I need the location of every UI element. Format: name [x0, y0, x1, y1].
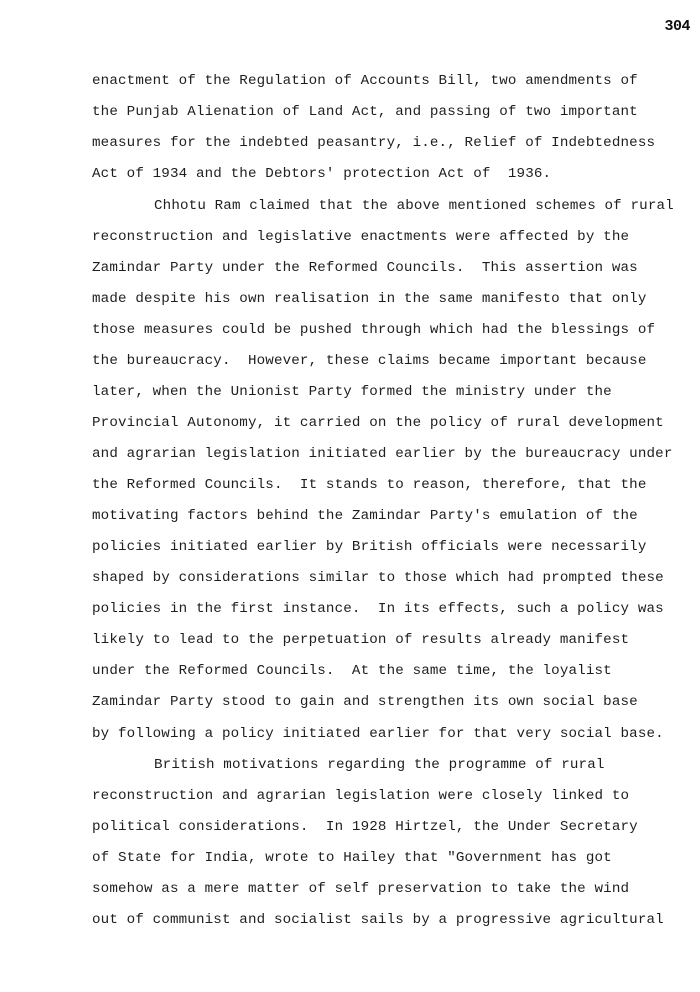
text-line: enactment of the Regulation of Accounts Bill, two amendments of [92, 73, 638, 89]
text-line: shaped by considerations similar to those which had prompted these [92, 570, 664, 586]
text-line: Act of 1934 and the Debtors' protection Act of 1936. [92, 166, 552, 182]
text-line: later, when the Unionist Party formed the ministry under the [92, 384, 612, 400]
text-line: reconstruction and legislative enactments were affected by the [92, 229, 630, 245]
text-line: motivating factors behind the Zamindar Party's emulation of the [92, 508, 638, 524]
text-line: the Reformed Councils. It stands to reason, therefore, that the [92, 477, 647, 493]
text-line: reconstruction and agrarian legislation were closely linked to [92, 788, 630, 804]
text-line: out of communist and socialist sails by a progressive agricultural [92, 912, 664, 928]
text-line: likely to lead to the perpetuation of results already manifest [92, 632, 630, 648]
text-line: policies in the first instance. In its effects, such a policy was [92, 601, 664, 617]
page-number: 304 [664, 18, 690, 35]
text-line: the Punjab Alienation of Land Act, and passing of two important [92, 104, 638, 120]
text-line: political considerations. In 1928 Hirtzel, the Under Secretary [92, 819, 638, 835]
text-line: by following a policy initiated earlier for that very social base. [92, 726, 664, 742]
text-line: Provincial Autonomy, it carried on the policy of rural development [92, 415, 664, 431]
text-line: Chhotu Ram claimed that the above mentioned schemes of rural [154, 198, 674, 214]
text-line: policies initiated earlier by British officials were necessarily [92, 539, 647, 555]
text-line: British motivations regarding the programme of rural [154, 757, 605, 773]
text-line: somehow as a mere matter of self preservation to take the wind [92, 881, 630, 897]
text-line: Zamindar Party stood to gain and strengthen its own social base [92, 694, 638, 710]
text-line: made despite his own realisation in the same manifesto that only [92, 291, 647, 307]
text-line: and agrarian legislation initiated earlier by the bureaucracy under [92, 446, 673, 462]
text-line: the bureaucracy. However, these claims became important because [92, 353, 647, 369]
text-line: measures for the indebted peasantry, i.e., Relief of Indebtedness [92, 135, 656, 151]
text-line: under the Reformed Councils. At the same time, the loyalist [92, 663, 612, 679]
text-line: Zamindar Party under the Reformed Councils. This assertion was [92, 260, 638, 276]
text-line: those measures could be pushed through which had the blessings of [92, 322, 656, 338]
text-line: of State for India, wrote to Hailey that "Government has got [92, 850, 612, 866]
